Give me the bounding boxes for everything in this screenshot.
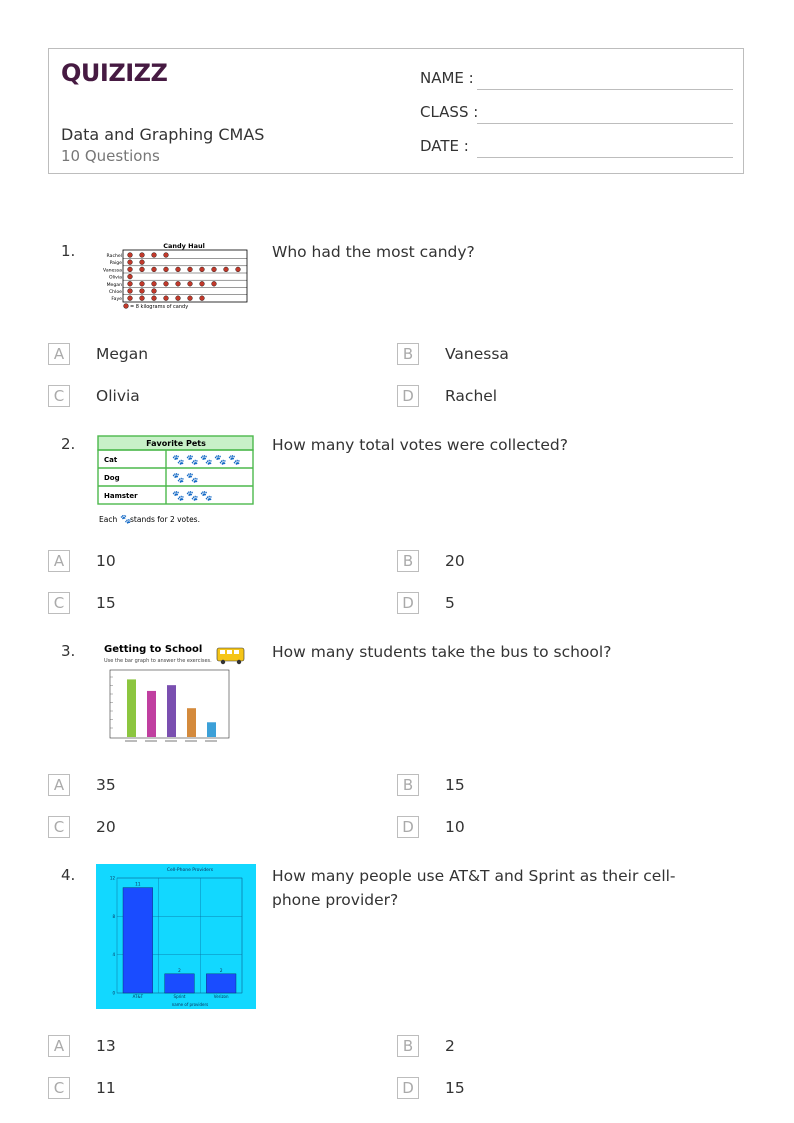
- candy-icon: [188, 281, 193, 286]
- question-text: How many people use AT&T and Sprint as their cell-phone provider?: [272, 867, 676, 909]
- candy-icon: [164, 267, 169, 272]
- pets-row-label: Cat: [104, 456, 118, 464]
- candy-icon: [176, 281, 181, 286]
- option-text: 15: [445, 776, 465, 794]
- candy-haul-pictograph: [96, 242, 252, 312]
- option-text: Megan: [96, 345, 149, 363]
- providers-bar: [123, 888, 153, 993]
- candy-icon: [224, 267, 229, 272]
- candy-icon: [128, 253, 133, 258]
- school-bar-tick-label: [205, 740, 217, 742]
- providers-y-tick: 12: [109, 875, 115, 881]
- pictograph-rows: [103, 253, 247, 303]
- school-bar-tick-label: [185, 740, 197, 742]
- pictograph-row-label: Megan: [106, 282, 122, 288]
- paw-icon: 🐾: [186, 473, 199, 484]
- providers-x-tick: Sprint: [173, 994, 186, 999]
- class-label: CLASS :: [420, 103, 479, 121]
- pets-key-suffix: stands for 2 votes.: [130, 515, 200, 524]
- question-text: How many students take the bus to school?: [272, 643, 612, 661]
- pictograph-row-label: Chloe: [108, 290, 122, 295]
- option-letter: A: [48, 774, 70, 796]
- option-letter: A: [48, 550, 70, 572]
- option-text: 15: [445, 1079, 465, 1097]
- candy-icon: [212, 267, 217, 272]
- providers-y-tick: 8: [112, 913, 115, 919]
- school-bar: [187, 708, 196, 737]
- candy-icon: [140, 289, 145, 294]
- pets-rows: [104, 454, 240, 502]
- candy-icon: [164, 253, 169, 258]
- option-letter: A: [48, 343, 70, 365]
- option-text: 2: [445, 1037, 455, 1055]
- providers-bar-value: 2: [219, 967, 223, 973]
- question-number: 2.: [61, 435, 76, 453]
- option-text: 5: [445, 594, 455, 612]
- paw-icon: 🐾: [200, 455, 213, 466]
- candy-icon: [200, 267, 205, 272]
- providers-x-tick: Verizon: [213, 994, 229, 999]
- paw-icon: 🐾: [172, 491, 185, 502]
- candy-icon: [140, 267, 145, 272]
- candy-icon: [212, 281, 217, 286]
- candy-icon: [164, 281, 169, 286]
- option-letter: D: [397, 816, 419, 838]
- quizizz-logo: QUIZIZZ: [61, 59, 168, 87]
- providers-x-tick: AT&T: [132, 994, 144, 999]
- school-bar: [207, 722, 216, 737]
- option-text: Rachel: [445, 387, 498, 405]
- candy-icon: [200, 281, 205, 286]
- school-bar: [147, 691, 156, 737]
- option-letter: C: [48, 592, 70, 614]
- option-letter: C: [48, 816, 70, 838]
- pictograph-row-label: Olivia: [109, 275, 122, 281]
- option-text: 10: [96, 552, 116, 570]
- school-bar: [127, 679, 136, 737]
- candy-icon: [128, 289, 133, 294]
- candy-icon: [200, 296, 205, 301]
- option-letter: B: [397, 774, 419, 796]
- providers-bar-value: 2: [178, 967, 181, 973]
- school-bar-tick-label: [145, 740, 157, 742]
- providers-bar: [206, 974, 236, 993]
- candy-icon: [176, 267, 181, 272]
- candy-icon: [164, 296, 169, 301]
- favorite-pets-pictograph: [96, 435, 256, 527]
- candy-icon: [128, 267, 133, 272]
- paw-icon: 🐾: [214, 455, 227, 466]
- candy-icon: [188, 267, 193, 272]
- school-bus-icon: [217, 648, 244, 664]
- option-letter: B: [397, 343, 419, 365]
- providers-bar: [165, 974, 195, 993]
- question-text: Who had the most candy?: [272, 243, 475, 261]
- candy-icon: [152, 296, 157, 301]
- question-number: 4.: [61, 866, 76, 884]
- name-label: NAME :: [420, 69, 474, 87]
- providers-chart-title: Cell-Phone Providers: [166, 868, 214, 873]
- candy-icon: [176, 296, 181, 301]
- name-line[interactable]: [477, 89, 733, 90]
- providers-bar-value: 11: [135, 881, 141, 887]
- candy-icon: [152, 267, 157, 272]
- candy-icon: [140, 260, 145, 265]
- paw-icon: 🐾: [186, 455, 199, 466]
- option-letter: B: [397, 1035, 419, 1057]
- option-letter: D: [397, 592, 419, 614]
- school-graph-title: Getting to School: [104, 644, 203, 655]
- pets-key-prefix: Each: [99, 515, 118, 524]
- option-letter: C: [48, 385, 70, 407]
- pets-title: Favorite Pets: [146, 439, 206, 448]
- option-letter: C: [48, 1077, 70, 1099]
- candy-icon: [140, 296, 145, 301]
- candy-icon: [140, 253, 145, 258]
- candy-icon: [236, 267, 241, 272]
- option-text: 15: [96, 594, 116, 612]
- option-text: 10: [445, 818, 465, 836]
- candy-icon: [128, 281, 133, 286]
- name-field: [420, 69, 474, 87]
- paw-icon: 🐾: [186, 491, 199, 502]
- pictograph-row-label: Vanessa: [103, 268, 122, 274]
- paw-icon: 🐾: [172, 455, 185, 466]
- paw-key-icon: 🐾: [120, 515, 132, 525]
- candy-icon: [152, 289, 157, 294]
- pets-row-label: Hamster: [104, 492, 138, 500]
- class-line[interactable]: [477, 123, 733, 124]
- providers-y-tick: 4: [112, 952, 115, 958]
- pets-row-label: Dog: [104, 474, 120, 482]
- worksheet-title: Data and Graphing CMAS: [61, 125, 265, 144]
- paw-icon: 🐾: [228, 455, 241, 466]
- date-field: [420, 137, 469, 155]
- option-text: 20: [445, 552, 465, 570]
- paw-icon: 🐾: [172, 473, 185, 484]
- candy-icon: [128, 296, 133, 301]
- providers-y-tick: 0: [112, 990, 115, 996]
- candy-icon: [152, 253, 157, 258]
- paw-icon: 🐾: [200, 491, 213, 502]
- date-line[interactable]: [477, 157, 733, 158]
- option-text: 20: [96, 818, 116, 836]
- cell-phone-providers-chart: [96, 864, 256, 1009]
- pictograph-key: = 8 kilograms of candy: [130, 304, 189, 310]
- providers-x-label: name of providers: [171, 1002, 209, 1007]
- date-label: DATE :: [420, 137, 469, 155]
- option-text: Olivia: [96, 387, 140, 405]
- class-field: [420, 103, 478, 121]
- question-number: 3.: [61, 642, 76, 660]
- option-text: Vanessa: [445, 345, 509, 363]
- question-text: How many total votes were collected?: [272, 436, 568, 454]
- pictograph-row-label: Faye: [111, 297, 122, 303]
- school-bar-tick-label: [125, 740, 137, 742]
- candy-icon: [128, 274, 133, 279]
- getting-to-school-graph: [96, 642, 248, 746]
- candy-key-icon: [124, 304, 129, 309]
- question-number: 1.: [61, 242, 76, 260]
- school-bar: [167, 685, 176, 737]
- option-text: 11: [96, 1079, 116, 1097]
- school-bar-tick-label: [165, 740, 177, 742]
- pictograph-title: Candy Haul: [163, 242, 205, 250]
- question-count: 10 Questions: [61, 147, 160, 165]
- option-letter: A: [48, 1035, 70, 1057]
- worksheet-header: [48, 48, 744, 174]
- candy-icon: [140, 281, 145, 286]
- pictograph-row-label: Paige: [109, 261, 122, 267]
- school-bars: [110, 677, 217, 742]
- option-letter: B: [397, 550, 419, 572]
- option-letter: D: [397, 385, 419, 407]
- option-text: 13: [96, 1037, 116, 1055]
- pictograph-row-label: Rachel: [106, 254, 122, 259]
- candy-icon: [188, 296, 193, 301]
- option-letter: D: [397, 1077, 419, 1099]
- option-text: 35: [96, 776, 116, 794]
- pictograph-frame: [123, 250, 247, 302]
- candy-icon: [152, 281, 157, 286]
- candy-icon: [128, 260, 133, 265]
- school-graph-instruction: Use the bar graph to answer the exercises.: [104, 658, 212, 664]
